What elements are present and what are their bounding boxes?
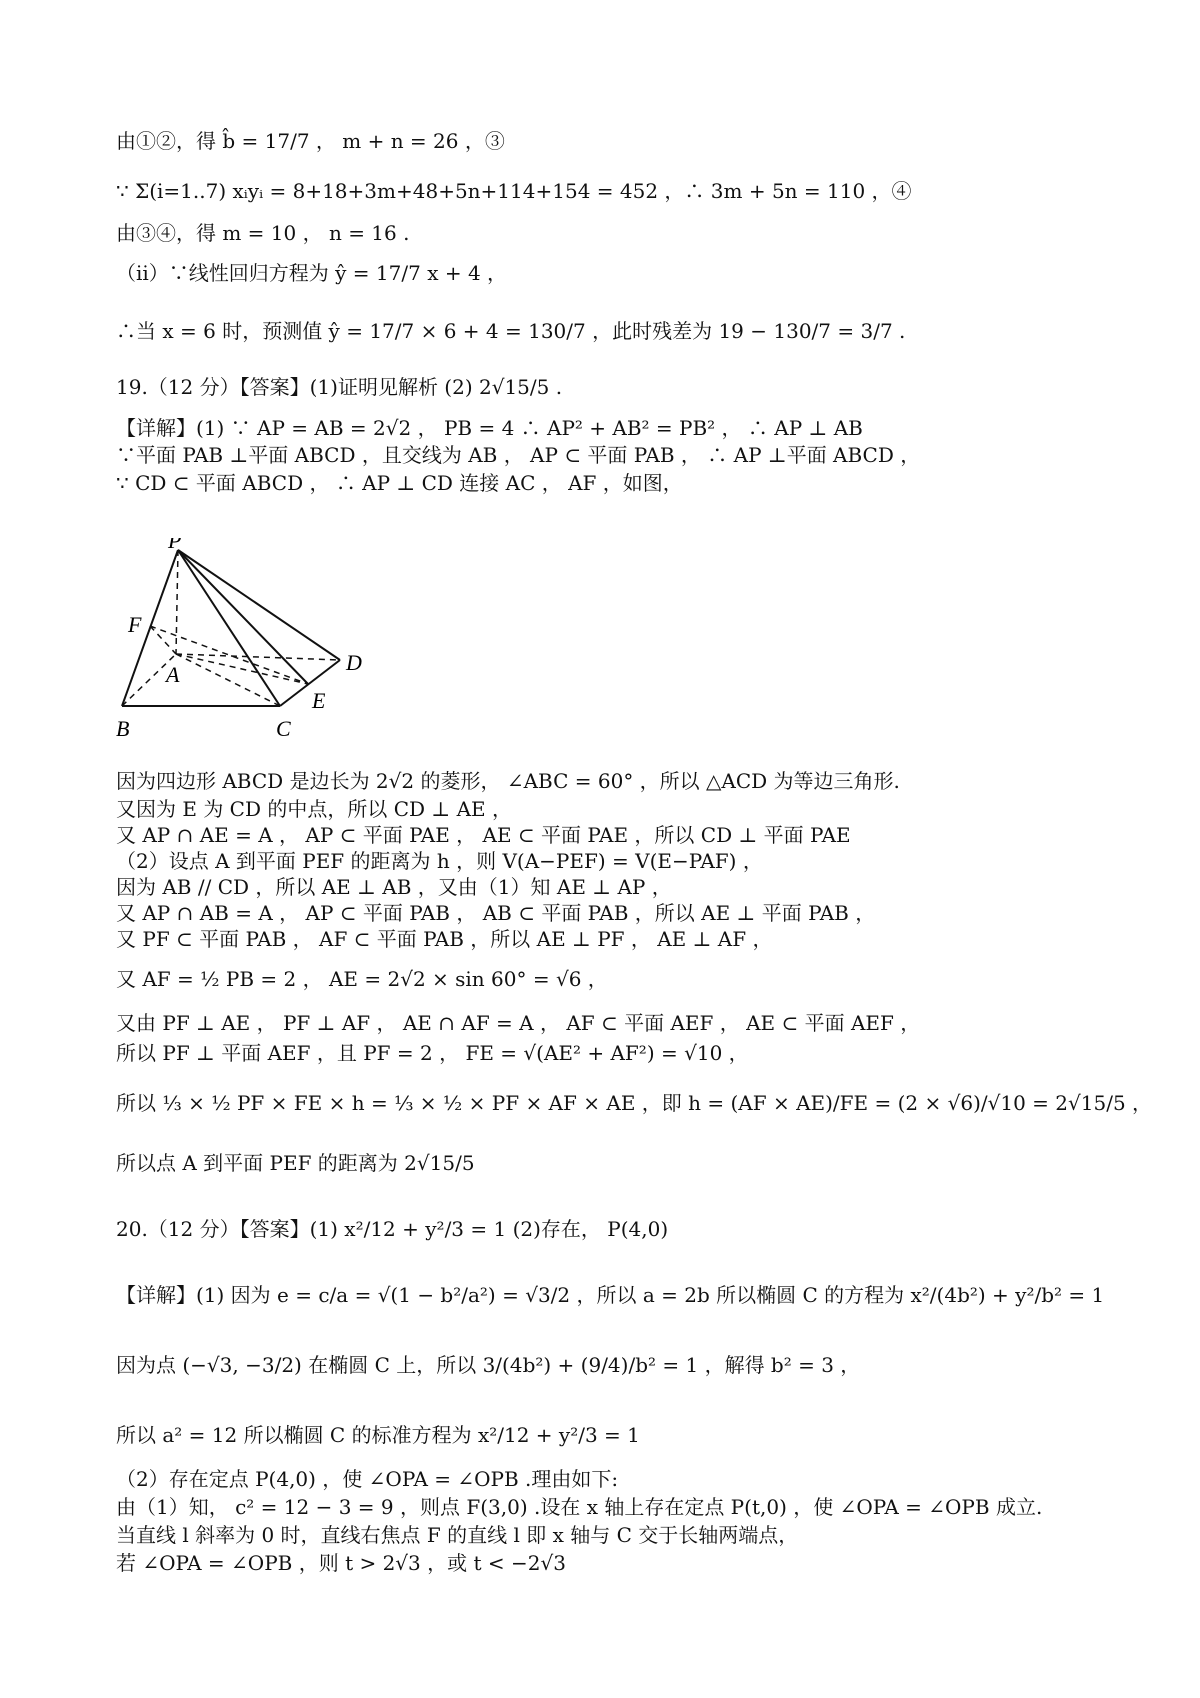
text-line: 又 AP ∩ AB = A ， AP ⊂ 平面 PAB ， AB ⊂ 平面 PAB ，所以 AE ⊥ 平面 PAB ， [116,901,876,925]
text-line: 所以点 A 到平面 PEF 的距离为 2√15/5 [116,1151,475,1175]
question-heading: 20.（12 分）【答案】(1) x²/12 + y²/3 = 1 (2)存在， P(4,0) [116,1217,669,1241]
text-line: 又 PF ⊂ 平面 PAB ， AF ⊂ 平面 PAB ，所以 AE ⊥ PF ， AE ⊥ AF ， [116,927,773,951]
label-E: E [312,688,326,713]
text-line: ∵平面 PAB ⊥平面 ABCD ，且交线为 AB ， AP ⊂ 平面 PAB ， ∴ AP ⊥平面 ABCD ， [116,443,921,467]
question-heading: 19.（12 分）【答案】(1)证明见解析 (2) 2√15/5 . [116,375,563,399]
text-line: （ii）∵线性回归方程为 ŷ = 17/7 x + 4 ， [116,261,508,285]
text-line: 又由 PF ⊥ AE ， PF ⊥ AF ， AE ∩ AF = A ， AF ⊂ 平面 AEF ， AE ⊂ 平面 AEF ， [116,1011,921,1035]
text-line: 因为 AB // CD ，所以 AE ⊥ AB ，又由（1）知 AE ⊥ AP ， [116,875,672,899]
label-C: C [276,716,291,741]
text-line: ∵ Σ(i=1..7) xᵢyᵢ = 8+18+3m+48+5n+114+154 = 452 ，∴ 3m + 5n = 110 ，④ [116,179,912,203]
label-F: F [128,612,142,637]
text-line: 所以 ⅓ × ½ PF × FE × h = ⅓ × ½ × PF × AF × AE ，即 h = (AF × AE)/FE = (2 × √6)/√10 = 2√15/5 ， [116,1091,1153,1115]
text-line: 由①②，得 b̂ = 17/7 ， m + n = 26 ，③ [116,129,505,153]
label-P: P [168,538,182,553]
text-line: 所以 PF ⊥ 平面 AEF ，且 PF = 2 ， FE = √(AE² + AF²) = √10 ， [116,1041,749,1065]
text-line: 若 ∠OPA = ∠OPB ，则 t > 2√3 ，或 t < −2√3 [116,1551,566,1575]
text-line: 由③④，得 m = 10 ， n = 16 . [116,221,410,245]
text-line: 当直线 l 斜率为 0 时，直线右焦点 F 的直线 l 即 x 轴与 C 交于长轴两端点， [116,1523,799,1547]
text-line: 所以 a² = 12 所以椭圆 C 的标准方程为 x²/12 + y²/3 = 1 [116,1423,640,1447]
text-line: （2）存在定点 P(4,0) ，使 ∠OPA = ∠OPB .理由如下: [116,1467,619,1491]
label-A: A [166,662,180,687]
text-line: 又 AP ∩ AE = A ， AP ⊂ 平面 PAE ， AE ⊂ 平面 PAE ，所以 CD ⊥ 平面 PAE [116,823,851,847]
text-line: 又因为 E 为 CD 的中点，所以 CD ⊥ AE ， [116,797,512,821]
text-line: ∵ CD ⊂ 平面 ABCD ， ∴ AP ⊥ CD 连接 AC ， AF ，如图， [116,471,683,495]
text-line: （2）设点 A 到平面 PEF 的距离为 h ，则 V(A−PEF) = V(E−PAF) ， [116,849,763,873]
pyramid-diagram [116,538,416,760]
label-B: B [116,716,130,741]
label-D: D [346,650,362,675]
text-line: ∴当 x = 6 时，预测值 ŷ = 17/7 × 6 + 4 = 130/7 ，此时残差为 19 − 130/7 = 3/7 . [116,319,906,343]
text-line: 【详解】(1) 因为 e = c/a = √(1 − b²/a²) = √3/2 ，所以 a = 2b 所以椭圆 C 的方程为 x²/(4b²) + y²/b² = 1 [116,1283,1105,1307]
text-line: 又 AF = ½ PB = 2 ， AE = 2√2 × sin 60° = √6 ， [116,967,608,991]
text-line: 因为四边形 ABCD 是边长为 2√2 的菱形， ∠ABC = 60° ，所以 △ACD 为等边三角形. [116,769,900,793]
text-line: 因为点 (−√3, −3/2) 在椭圆 C 上，所以 3/(4b²) + (9/4)/b² = 1 ，解得 b² = 3 ， [116,1353,861,1377]
text-line: 【详解】(1) ∵ AP = AB = 2√2 ， PB = 4 ∴ AP² + AB² = PB² ， ∴ AP ⊥ AB [116,416,863,440]
pyramid-figure [116,538,416,760]
text-line: 由（1）知， c² = 12 − 3 = 9 ，则点 F(3,0) .设在 x 轴上存在定点 P(t,0) ，使 ∠OPA = ∠OPB 成立. [116,1495,1043,1519]
